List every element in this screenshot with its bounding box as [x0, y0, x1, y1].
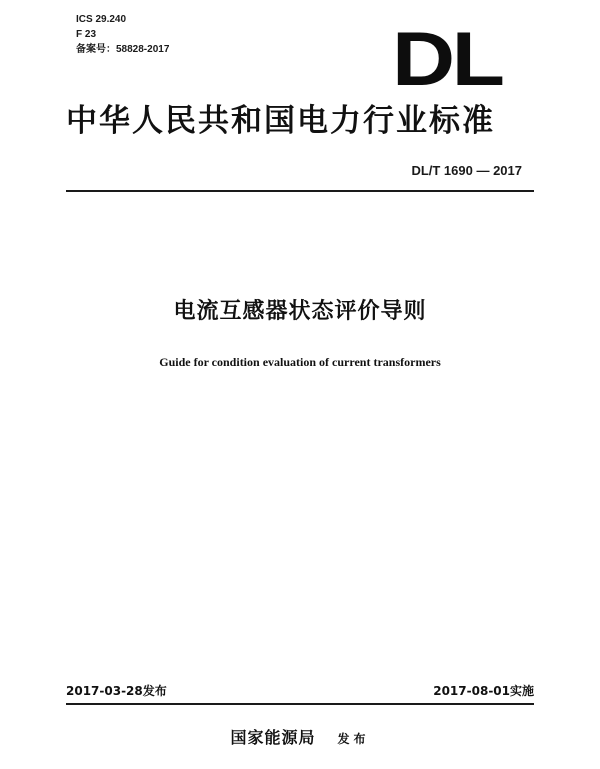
document-title-english: Guide for condition evaluation of current transformers: [159, 355, 441, 369]
top-divider: [66, 190, 534, 192]
publisher-name: 国家能源局: [230, 728, 316, 747]
bottom-divider: [66, 703, 534, 705]
implementation-date: 2017-08-01实施: [433, 684, 534, 698]
document-title-chinese: 电流互感器状态评价导则: [173, 299, 427, 324]
classification-block: [76, 12, 169, 57]
record-number: 备案号：58828-2017: [76, 44, 170, 55]
publisher-line: [0, 728, 600, 749]
standard-category-title: 中华人民共和国电力行业标准: [66, 103, 495, 139]
ics-code: ICS 29.240: [76, 14, 127, 25]
dl-logo: DL: [392, 17, 502, 102]
publish-label: 发布: [337, 732, 370, 746]
issue-date: 2017-03-28发布: [66, 684, 167, 698]
ccs-code: F 23: [76, 29, 97, 40]
standard-number: DL/T 1690 — 2017: [411, 163, 522, 178]
